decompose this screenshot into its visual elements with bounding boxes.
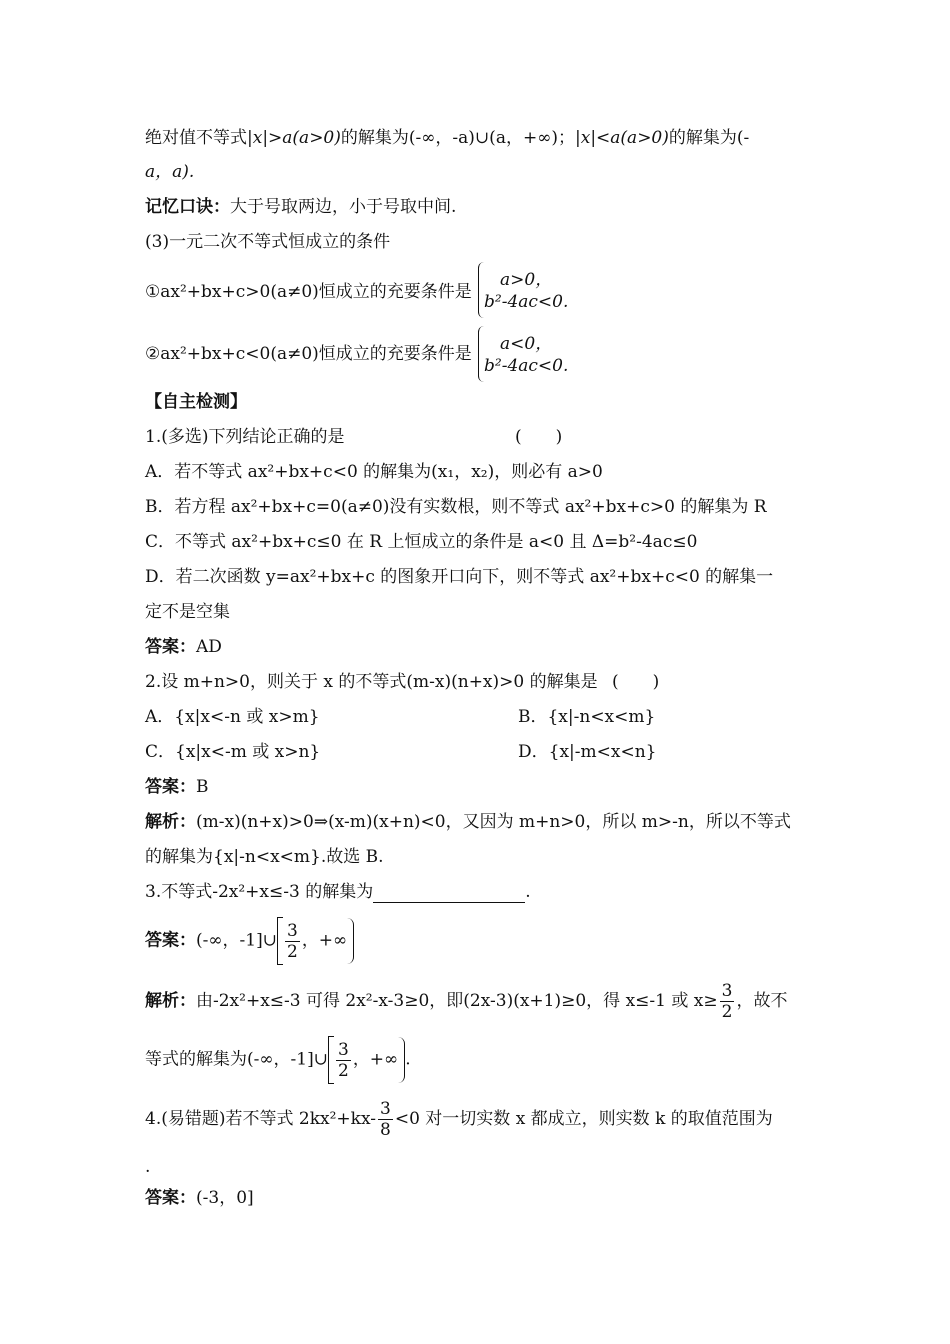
q3-answer-frac-num: 3 bbox=[286, 920, 298, 941]
q3-analysis-line-2 bbox=[145, 1036, 411, 1084]
q3-analysis-line-1 bbox=[145, 978, 787, 1024]
q3-answer-pre: (-∞，-1]∪ bbox=[196, 930, 277, 951]
q3-analysis-frac-den: 2 bbox=[721, 1002, 733, 1022]
intro-text: 绝对值不等式 bbox=[145, 128, 247, 148]
q3-analysis-post: ，+∞ bbox=[352, 1049, 399, 1070]
left-bracket-icon bbox=[277, 917, 283, 965]
q2-answer bbox=[145, 776, 209, 798]
q4-fraction bbox=[378, 1099, 393, 1140]
q4-answer-value: (-3，0] bbox=[196, 1188, 254, 1208]
condition-2-row-1: a<0， bbox=[500, 334, 553, 354]
q3-answer bbox=[145, 917, 354, 965]
q3-analysis-frac-num: 3 bbox=[721, 981, 733, 1001]
q1-option-c: C．不等式 ax²+bx+c≤0 在 R 上恒成立的条件是 a<0 且 Δ=b²-4ac≤0 bbox=[145, 532, 698, 552]
q2-analysis-line-2: 的解集为{x|-n<x<m}.故选 B. bbox=[145, 847, 384, 867]
section-3-title: (3)一元二次不等式恒成立的条件 bbox=[145, 232, 391, 252]
q2-answer-paren: ( ) bbox=[612, 672, 660, 692]
abs-inequality-gt: |x|>a(a>0) bbox=[247, 128, 341, 148]
condition-1-lead: ①ax²+bx+c>0(a≠0)恒成立的充要条件是 bbox=[145, 282, 472, 302]
q1-option-b: B．若方程 ax²+bx+c=0(a≠0)没有实数根，则不等式 ax²+bx+c>0 的解集为 R bbox=[145, 497, 767, 517]
condition-2-lead: ②ax²+bx+c<0(a≠0)恒成立的充要条件是 bbox=[145, 344, 472, 364]
q1-option-d-line-2: 定不是空集 bbox=[145, 602, 230, 622]
q4-stem bbox=[145, 1096, 773, 1142]
q3-analysis-frac2-num: 3 bbox=[337, 1039, 349, 1060]
q3-answer-label: 答案： bbox=[145, 930, 196, 951]
q3-stem-end: . bbox=[525, 882, 531, 902]
q3-stem-text: 3.不等式-2x²+x≤-3 的解集为 bbox=[145, 882, 374, 902]
q3-answer-frac-den: 2 bbox=[286, 941, 298, 962]
q4-frac-num: 3 bbox=[380, 1099, 391, 1119]
q3-stem bbox=[145, 881, 531, 903]
q3-analysis-label: 解析： bbox=[145, 991, 196, 1011]
q3-analysis-text-2: 等式的解集为(-∞，-1]∪ bbox=[145, 1049, 328, 1070]
intro-line-1 bbox=[145, 127, 749, 149]
q2-option-b: B．{x|-n<x<m} bbox=[518, 707, 656, 727]
intro-tail: 的解集为(- bbox=[668, 128, 750, 148]
q1-answer bbox=[145, 636, 222, 658]
condition-2-row-2: b²-4ac<0. bbox=[484, 356, 569, 376]
q3-analysis-fraction-2 bbox=[336, 1040, 351, 1081]
abs-inequality-lt: |x|<a(a>0) bbox=[575, 128, 669, 148]
q1-answer-value: AD bbox=[196, 637, 222, 657]
q2-option-a: A．{x|x<-n 或 x>m} bbox=[145, 707, 320, 727]
right-paren-icon bbox=[347, 918, 354, 964]
intro-mid: 的解集为(-∞，-a)∪(a，+∞)； bbox=[340, 128, 575, 148]
q3-analysis-text-1-end: ，故不 bbox=[736, 991, 788, 1011]
q3-analysis-end: . bbox=[405, 1049, 411, 1070]
q3-answer-fraction bbox=[285, 921, 300, 962]
q2-analysis-line-1 bbox=[145, 811, 791, 833]
q2-option-d: D．{x|-m<x<n} bbox=[518, 742, 657, 762]
q4-answer-label: 答案： bbox=[145, 1188, 196, 1208]
q4-stem-post: <0 对一切实数 x 都成立，则实数 k 的取值范围为 bbox=[394, 1109, 773, 1129]
q4-answer bbox=[145, 1187, 254, 1209]
mnemonic-text: 大于号取两边，小于号取中间. bbox=[230, 197, 457, 217]
mnemonic bbox=[145, 196, 456, 218]
q2-answer-label: 答案： bbox=[145, 777, 196, 797]
q2-stem: 2.设 m+n>0，则关于 x 的不等式(m-x)(n+x)>0 的解集是 bbox=[145, 672, 598, 692]
condition-1-row-2: b²-4ac<0. bbox=[484, 292, 569, 312]
q1-option-a: A．若不等式 ax²+bx+c<0 的解集为(x₁，x₂)，则必有 a>0 bbox=[145, 462, 603, 482]
mnemonic-label: 记忆口诀： bbox=[145, 197, 230, 217]
self-check-heading: 【自主检测】 bbox=[145, 392, 247, 412]
q1-option-d-line-1: D．若二次函数 y=ax²+bx+c 的图象开口向下，则不等式 ax²+bx+c<0 的解集一 bbox=[145, 567, 774, 587]
condition-1-row-1: a>0， bbox=[500, 270, 553, 290]
q1-answer-label: 答案： bbox=[145, 637, 196, 657]
q2-option-c: C．{x|x<-m 或 x>n} bbox=[145, 742, 321, 762]
q3-blank bbox=[373, 884, 525, 903]
q4-frac-den: 8 bbox=[380, 1120, 391, 1140]
q1-answer-paren: ( ) bbox=[515, 427, 563, 447]
q1-stem: 1.(多选)下列结论正确的是 bbox=[145, 427, 345, 447]
q2-analysis-label: 解析： bbox=[145, 812, 196, 832]
left-bracket-icon bbox=[328, 1036, 334, 1084]
q3-analysis-fraction-1 bbox=[720, 981, 735, 1022]
q3-answer-post: ，+∞ bbox=[301, 930, 348, 951]
q4-stem-continuation: . bbox=[145, 1157, 151, 1177]
q3-analysis-frac2-den: 2 bbox=[337, 1060, 349, 1081]
intro-line-2: a，a). bbox=[145, 162, 195, 182]
q4-stem-pre: 4.(易错题)若不等式 2kx²+kx- bbox=[145, 1109, 376, 1129]
q3-analysis-text-1: 由-2x²+x≤-3 可得 2x²-x-3≥0，即(2x-3)(x+1)≥0，得 x≤-1 或 x≥ bbox=[196, 991, 718, 1011]
q2-analysis-text-1: (m-x)(n+x)>0⇒(x-m)(x+n)<0，又因为 m+n>0，所以 m>-n，所以不等式 bbox=[196, 812, 791, 832]
q2-answer-value: B bbox=[196, 777, 209, 797]
